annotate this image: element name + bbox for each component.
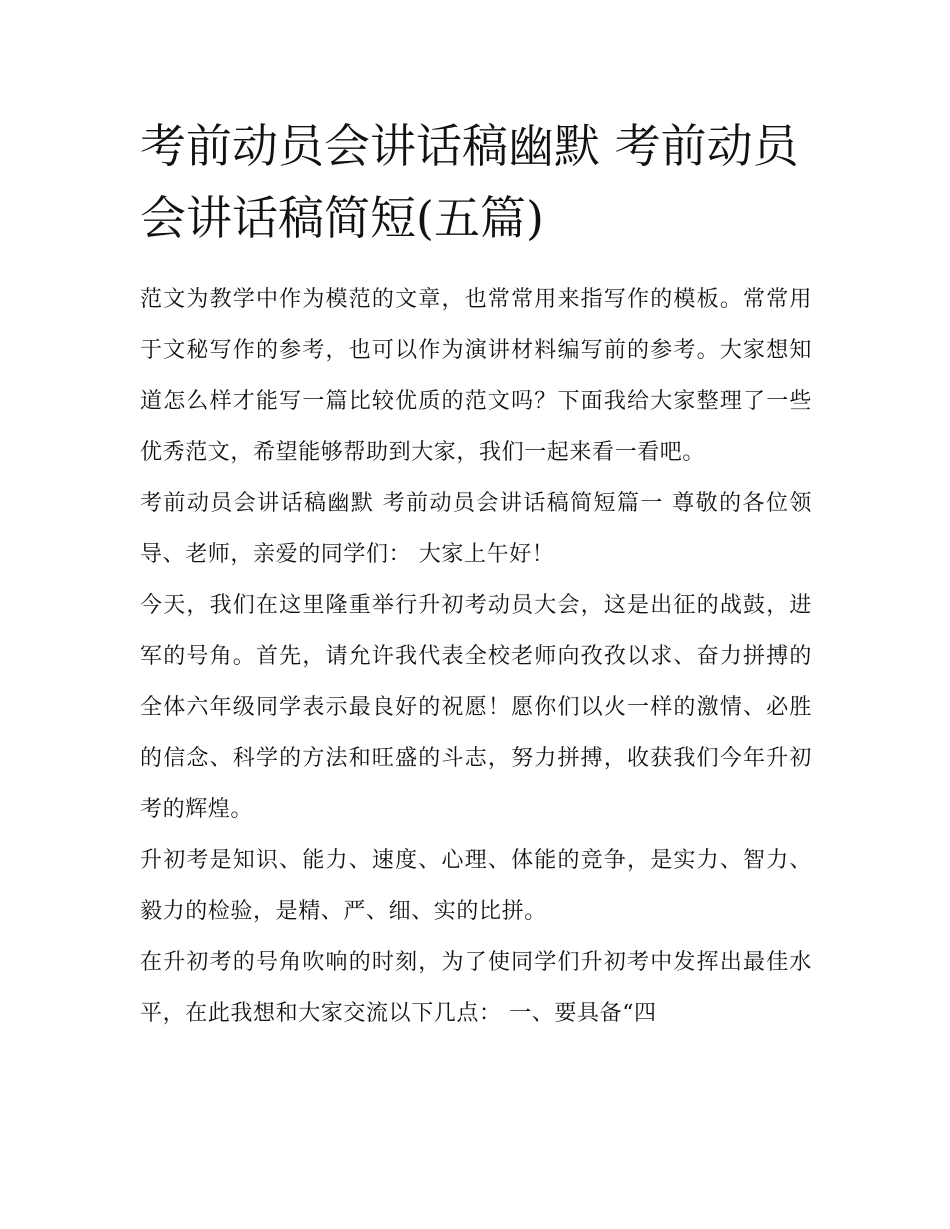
document-title: 考前动员会讲话稿幽默 考前动员会讲话稿简短(五篇)	[140, 119, 799, 245]
speech-heading-paragraph: 考前动员会讲话稿幽默 考前动员会讲话稿简短篇一 尊敬的各位领导、老师，亲爱的同学们： 大家上午好！	[140, 491, 812, 567]
intro-paragraph: 范文为教学中作为模范的文章，也常常用来指写作的模板。常常用于文秘写作的参考，也可以作为演讲材料编写前的参考。大家想知道怎么样才能写一篇比较优质的范文吗？下面我给大家整理了一些优秀范文，希望能够帮助到大家，我们一起来看一看吧。	[140, 287, 812, 465]
body-paragraph: 升初考是知识、能力、速度、心理、体能的竞争，是实力、智力、毅力的检验，是精、严、细、实的比拼。	[140, 848, 812, 924]
body-paragraph: 今天，我们在这里隆重举行升初考动员大会，这是出征的战鼓，进军的号角。首先，请允许我代表全校老师向孜孜以求、奋力拼搏的全体六年级同学表示最良好的祝愿！愿你们以火一样的激情、必胜的信念、科学的方法和旺盛的斗志，努力拼搏，收获我们今年升初考的辉煌。	[140, 593, 812, 822]
document-page	[140, 110, 812, 1039]
body-paragraph: 在升初考的号角吹响的时刻，为了使同学们升初考中发挥出最佳水平，在此我想和大家交流以下几点： 一、要具备“四	[140, 950, 812, 1026]
